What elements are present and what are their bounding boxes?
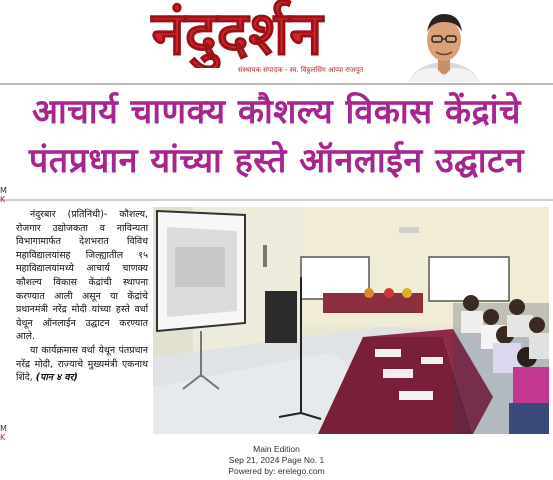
article-body [16, 208, 148, 385]
founder-tagline: संस्थापक संपादक - स्व. विठ्ठलसिंग आप्पा राजपूत [238, 66, 364, 74]
edition-footer [0, 444, 553, 477]
margin-mark: M [0, 424, 7, 433]
margin-mark: K [0, 433, 6, 442]
event-photo [153, 207, 549, 434]
logo-text: नंदुदर्शन [151, 0, 323, 68]
headline-line-2: पंतप्रधान यांच्या हस्ते ऑनलाईन उद्घाटन [28, 141, 525, 181]
masthead-divider [0, 83, 553, 85]
powered-by: Powered by: erelego.com [228, 466, 325, 476]
headline-divider [0, 199, 553, 201]
continued-on-page-link[interactable]: (पान ४ वर) [35, 372, 78, 384]
masthead [0, 0, 553, 86]
edition-name: Main Edition [253, 444, 300, 454]
article-dateline: नंदुरबार (प्रतिनिधी)- [30, 209, 108, 220]
newspaper-logo [72, 0, 402, 68]
margin-mark: K [0, 195, 6, 204]
article-paragraph-2: या कार्यक्रमास वर्धा येथून पंतप्रधान नरेंद्र मोदी, राज्याचे मुख्यमंत्री एकनाथ शिंदे, [16, 344, 148, 384]
margin-mark: M [0, 186, 7, 195]
headline-line-1: आचार्य चाणक्य कौशल्य विकास केंद्रांचे [31, 92, 522, 132]
article-paragraph-1: कौशल्य, रोजगार उद्योजकता व नाविन्यता विभागामार्फत देशभरात विविध महाविद्यालयांसह जिल्ह्यातील १५ महाविद्यालयांमध्ये आचार्य चाणक्य कौशल्य विकास केंद्रांची स्थापना करण्यात आली असून या केंद्रांचे प्रधानमंत्री नरेंद्र मोदी यांच्या हस्ते वर्धा येथून ऑनलाईन उद्घाटन करण्यात आले. [16, 209, 148, 343]
founder-portrait-image [408, 2, 480, 82]
edition-date-page: Sep 21, 2024 Page No. 1 [228, 455, 325, 465]
